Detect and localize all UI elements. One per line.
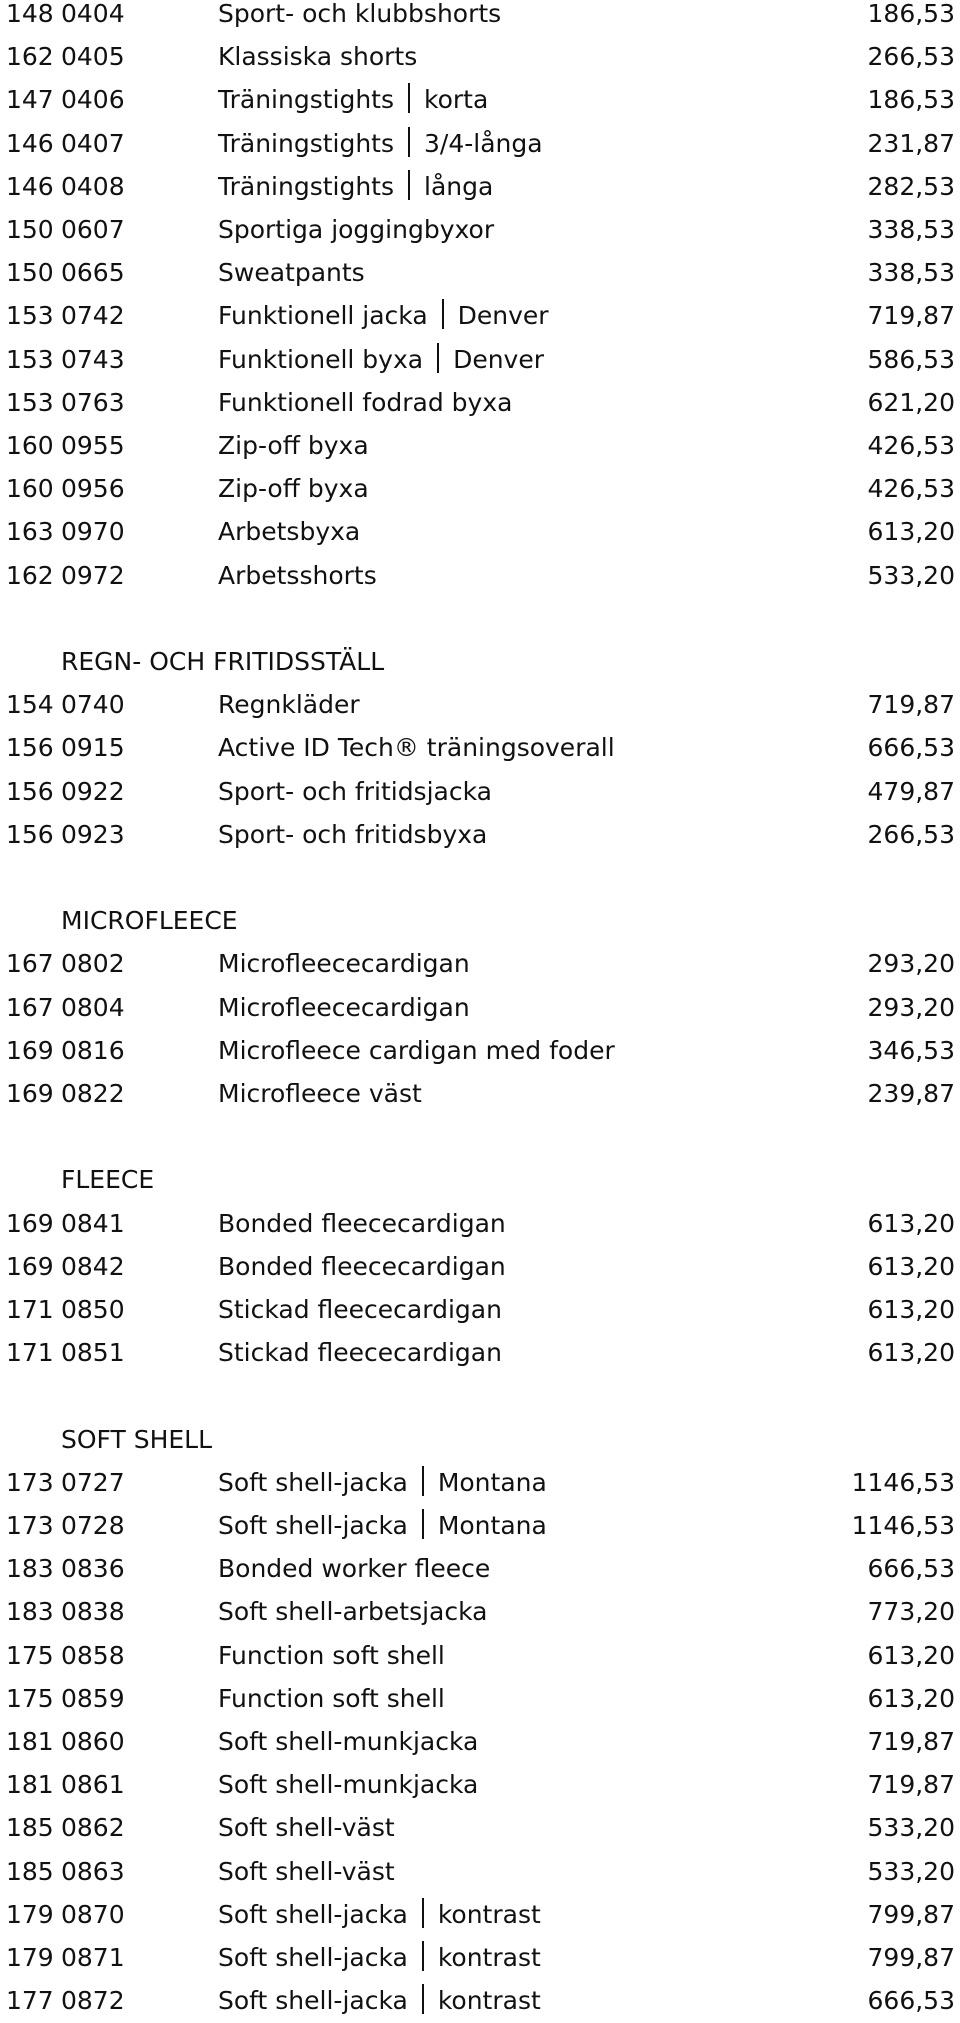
item-name: Soft shell-jacka <box>218 1511 408 1540</box>
item-page-number: 175 <box>6 1683 54 1713</box>
item-name: Träningstights <box>218 85 395 115</box>
item-description <box>218 37 417 77</box>
item-price: 346,53 <box>867 1035 955 1065</box>
item-row <box>0 1808 960 1848</box>
item-description <box>218 815 487 855</box>
item-description <box>218 1722 478 1762</box>
item-code: 0728 <box>61 1511 125 1540</box>
item-code: 0404 <box>61 0 125 28</box>
item-row <box>0 80 960 120</box>
item-page-number: 147 <box>6 85 54 115</box>
item-description <box>218 1895 541 1935</box>
item-row <box>0 1938 960 1978</box>
item-row <box>0 1247 960 1287</box>
item-price: 186,53 <box>867 0 955 28</box>
item-name: Funktionell fodrad byxa <box>218 387 513 417</box>
item-variant: kontrast <box>437 1986 541 2016</box>
item-row <box>0 0 960 34</box>
item-row <box>0 37 960 77</box>
item-description <box>218 426 369 466</box>
item-price: 719,87 <box>867 301 955 331</box>
item-description <box>218 340 544 380</box>
item-price: 799,87 <box>867 1943 955 1972</box>
item-code: 0850 <box>61 1295 125 1324</box>
item-name: Microfleececardigan <box>218 992 470 1022</box>
item-row <box>0 469 960 509</box>
item-price: 231,87 <box>867 128 955 158</box>
item-row <box>0 1679 960 1719</box>
item-page-number: 167 <box>6 949 54 979</box>
item-description <box>218 253 365 293</box>
item-price: 613,20 <box>867 1683 955 1713</box>
item-row <box>0 685 960 725</box>
variant-separator <box>422 1466 424 1496</box>
item-price: 613,20 <box>867 1295 955 1324</box>
item-description <box>218 0 501 34</box>
item-variant: Denver <box>457 301 549 331</box>
item-name: Klassiska shorts <box>218 42 418 72</box>
item-price: 1146,53 <box>851 1511 955 1540</box>
item-description <box>218 296 549 336</box>
item-name: Soft shell-jacka <box>218 1467 408 1497</box>
item-price: 773,20 <box>867 1597 955 1627</box>
item-page-number: 171 <box>6 1338 54 1368</box>
item-name: Bonded fleececardigan <box>218 1251 506 1281</box>
item-price: 613,20 <box>867 1208 955 1238</box>
item-name: Sportiga joggingbyxor <box>218 215 495 244</box>
item-row <box>0 253 960 293</box>
variant-separator <box>422 1898 424 1928</box>
item-page-number: 146 <box>6 128 54 158</box>
item-code: 0972 <box>61 560 125 590</box>
item-description <box>218 1679 445 1719</box>
item-page-number: 150 <box>6 215 54 244</box>
item-description <box>218 772 492 812</box>
item-description <box>218 556 377 596</box>
item-code: 0862 <box>61 1813 125 1843</box>
item-description <box>218 1549 490 1589</box>
item-code: 0859 <box>61 1683 125 1713</box>
item-page-number: 156 <box>6 819 54 849</box>
section-heading-text: SOFT SHELL <box>61 1424 213 1454</box>
item-variant: Denver <box>453 344 545 374</box>
item-description <box>218 988 470 1028</box>
item-description <box>218 1636 445 1676</box>
item-price: 338,53 <box>867 258 955 288</box>
item-row <box>0 1981 960 2021</box>
item-description <box>218 1808 395 1848</box>
item-code: 0406 <box>61 85 125 115</box>
item-description <box>218 512 360 552</box>
item-row <box>0 1074 960 1114</box>
item-name: Soft shell-jacka <box>218 1943 408 1972</box>
item-page-number: 185 <box>6 1813 54 1843</box>
item-row <box>0 1722 960 1762</box>
item-price: 719,87 <box>867 1770 955 1800</box>
item-row <box>0 512 960 552</box>
item-code: 0955 <box>61 431 125 460</box>
item-name: Microfleececardigan <box>218 949 470 979</box>
item-row <box>0 296 960 336</box>
item-name: Soft shell-jacka <box>218 1986 408 2016</box>
item-price: 426,53 <box>867 431 955 460</box>
item-description <box>218 1852 395 1892</box>
item-page-number: 173 <box>6 1511 54 1540</box>
variant-separator <box>408 170 410 200</box>
item-code: 0804 <box>61 992 125 1022</box>
item-row <box>0 556 960 596</box>
item-code: 0841 <box>61 1208 125 1238</box>
item-page-number: 177 <box>6 1986 54 2016</box>
item-variant: korta <box>424 85 489 115</box>
item-name: Stickad fleececardigan <box>218 1338 502 1368</box>
item-page-number: 162 <box>6 560 54 590</box>
item-price: 666,53 <box>867 733 955 763</box>
item-page-number: 185 <box>6 1856 54 1886</box>
item-page-number: 153 <box>6 387 54 417</box>
item-row <box>0 340 960 380</box>
item-price: 293,20 <box>867 949 955 979</box>
item-row <box>0 426 960 466</box>
item-row <box>0 124 960 164</box>
item-name: Arbetsbyxa <box>218 517 361 547</box>
item-name: Bonded worker fleece <box>218 1554 491 1584</box>
item-code: 0727 <box>61 1467 125 1497</box>
item-name: Träningstights <box>218 128 395 158</box>
item-name: Function soft shell <box>218 1640 445 1670</box>
item-name: Arbetsshorts <box>218 560 377 590</box>
item-variant: 3/4-långa <box>424 128 543 158</box>
item-row <box>0 1333 960 1373</box>
item-price: 799,87 <box>867 1899 955 1929</box>
item-code: 0861 <box>61 1770 125 1800</box>
item-code: 0740 <box>61 690 125 720</box>
item-price: 282,53 <box>867 171 955 201</box>
item-code: 0842 <box>61 1251 125 1281</box>
item-variant: långa <box>424 171 494 201</box>
item-code: 0915 <box>61 733 125 763</box>
item-row <box>0 1031 960 1071</box>
variant-separator <box>408 127 410 157</box>
item-name: Zip-off byxa <box>218 474 369 504</box>
item-description <box>218 210 494 250</box>
item-description <box>218 1031 615 1071</box>
item-page-number: 173 <box>6 1467 54 1497</box>
item-variant: Montana <box>437 1511 547 1540</box>
item-price: 338,53 <box>867 215 955 244</box>
item-price: 666,53 <box>867 1986 955 2016</box>
item-name: Sport- och fritidsbyxa <box>218 819 488 849</box>
item-page-number: 179 <box>6 1899 54 1929</box>
item-page-number: 181 <box>6 1727 54 1756</box>
item-code: 0860 <box>61 1727 125 1756</box>
item-row <box>0 944 960 984</box>
item-row <box>0 1765 960 1805</box>
item-code: 0763 <box>61 387 125 417</box>
item-code: 0838 <box>61 1597 125 1627</box>
item-name: Active ID Tech® träningsoverall <box>218 733 615 763</box>
section-heading-text: FLEECE <box>61 1165 155 1195</box>
item-code: 0871 <box>61 1943 125 1972</box>
item-price: 533,20 <box>867 1813 955 1843</box>
item-page-number: 163 <box>6 517 54 547</box>
item-name: Träningstights <box>218 171 395 201</box>
item-page-number: 160 <box>6 474 54 504</box>
item-description <box>218 167 493 207</box>
item-price: 533,20 <box>867 1856 955 1886</box>
item-name: Sport- och fritidsjacka <box>218 776 492 806</box>
item-description <box>218 1247 506 1287</box>
item-variant: kontrast <box>437 1943 541 1972</box>
item-description <box>218 944 470 984</box>
item-price: 1146,53 <box>851 1467 955 1497</box>
item-name: Zip-off byxa <box>218 431 369 460</box>
item-row <box>0 1290 960 1330</box>
item-page-number: 181 <box>6 1770 54 1800</box>
variant-separator <box>422 1984 424 2014</box>
item-page-number: 148 <box>6 0 54 28</box>
item-name: Funktionell byxa <box>218 344 424 374</box>
item-page-number: 175 <box>6 1640 54 1670</box>
item-code: 0858 <box>61 1640 125 1670</box>
item-price: 479,87 <box>867 776 955 806</box>
item-price: 613,20 <box>867 517 955 547</box>
section-heading <box>0 642 960 682</box>
item-row <box>0 988 960 1028</box>
item-description <box>218 124 543 164</box>
item-name: Soft shell-munkjacka <box>218 1770 479 1800</box>
item-page-number: 146 <box>6 171 54 201</box>
item-description <box>218 1463 547 1503</box>
item-page-number: 171 <box>6 1295 54 1324</box>
item-page-number: 183 <box>6 1597 54 1627</box>
item-description <box>218 383 512 423</box>
item-row <box>0 210 960 250</box>
section-heading <box>0 1160 960 1200</box>
item-name: Regnkläder <box>218 690 360 720</box>
item-price: 293,20 <box>867 992 955 1022</box>
item-name: Function soft shell <box>218 1683 445 1713</box>
item-description <box>218 1765 478 1805</box>
item-code: 0407 <box>61 128 125 158</box>
item-description <box>218 728 615 768</box>
item-description <box>218 1333 502 1373</box>
item-name: Stickad fleececardigan <box>218 1295 502 1324</box>
item-code: 0607 <box>61 215 125 244</box>
item-price: 186,53 <box>867 85 955 115</box>
item-row <box>0 728 960 768</box>
item-name: Sweatpants <box>218 258 365 288</box>
item-code: 0851 <box>61 1338 125 1368</box>
item-price: 426,53 <box>867 474 955 504</box>
item-price: 613,20 <box>867 1640 955 1670</box>
item-code: 0836 <box>61 1554 125 1584</box>
item-page-number: 179 <box>6 1943 54 1972</box>
item-code: 0922 <box>61 776 125 806</box>
item-row <box>0 167 960 207</box>
item-price: 719,87 <box>867 1727 955 1756</box>
item-code: 0970 <box>61 517 125 547</box>
item-code: 0872 <box>61 1986 125 2016</box>
item-code: 0816 <box>61 1035 125 1065</box>
item-code: 0923 <box>61 819 125 849</box>
item-description <box>218 1506 547 1546</box>
item-page-number: 183 <box>6 1554 54 1584</box>
item-price: 666,53 <box>867 1554 955 1584</box>
item-description <box>218 1074 422 1114</box>
item-description <box>218 469 369 509</box>
item-code: 0956 <box>61 474 125 504</box>
item-code: 0405 <box>61 42 125 72</box>
section-heading <box>0 901 960 941</box>
item-row <box>0 815 960 855</box>
item-price: 239,87 <box>867 1079 955 1108</box>
item-variant: Montana <box>437 1467 547 1497</box>
item-page-number: 153 <box>6 301 54 331</box>
item-description <box>218 1981 541 2021</box>
section-heading-text: REGN- OCH FRITIDSSTÄLL <box>61 647 385 676</box>
item-page-number: 150 <box>6 258 54 288</box>
item-code: 0863 <box>61 1856 125 1886</box>
item-row <box>0 1549 960 1589</box>
item-name: Bonded fleececardigan <box>218 1208 506 1238</box>
item-row <box>0 1506 960 1546</box>
item-description <box>218 1592 487 1632</box>
item-page-number: 154 <box>6 690 54 720</box>
item-name: Microfleece väst <box>218 1079 422 1108</box>
item-row <box>0 772 960 812</box>
item-name: Soft shell-väst <box>218 1813 395 1843</box>
item-row <box>0 1852 960 1892</box>
item-page-number: 160 <box>6 431 54 460</box>
item-price: 266,53 <box>867 42 955 72</box>
item-name: Soft shell-arbetsjacka <box>218 1597 488 1627</box>
item-description <box>218 1290 502 1330</box>
item-description <box>218 1938 541 1978</box>
item-price: 533,20 <box>867 560 955 590</box>
item-page-number: 167 <box>6 992 54 1022</box>
item-page-number: 169 <box>6 1035 54 1065</box>
variant-separator <box>408 83 410 113</box>
item-code: 0802 <box>61 949 125 979</box>
item-price: 266,53 <box>867 819 955 849</box>
item-page-number: 169 <box>6 1251 54 1281</box>
item-name: Microfleece cardigan med foder <box>218 1035 615 1065</box>
item-page-number: 162 <box>6 42 54 72</box>
item-price: 613,20 <box>867 1338 955 1368</box>
item-price: 613,20 <box>867 1251 955 1281</box>
item-row <box>0 1636 960 1676</box>
variant-separator <box>422 1509 424 1539</box>
item-name: Sport- och klubbshorts <box>218 0 502 28</box>
item-description <box>218 685 360 725</box>
item-row <box>0 383 960 423</box>
item-page-number: 169 <box>6 1208 54 1238</box>
item-name: Soft shell-väst <box>218 1856 395 1886</box>
item-code: 0870 <box>61 1899 125 1929</box>
item-code: 0822 <box>61 1079 125 1108</box>
item-name: Soft shell-munkjacka <box>218 1727 479 1756</box>
item-name: Funktionell jacka <box>218 301 428 331</box>
item-page-number: 156 <box>6 733 54 763</box>
item-variant: kontrast <box>437 1899 541 1929</box>
variant-separator <box>442 299 444 329</box>
item-code: 0665 <box>61 258 125 288</box>
item-page-number: 156 <box>6 776 54 806</box>
item-code: 0408 <box>61 171 125 201</box>
item-row <box>0 1463 960 1503</box>
section-heading-text: MICROFLEECE <box>61 906 238 936</box>
item-name: Soft shell-jacka <box>218 1899 408 1929</box>
section-heading <box>0 1420 960 1460</box>
item-page-number: 169 <box>6 1079 54 1108</box>
item-description <box>218 1204 506 1244</box>
item-price: 719,87 <box>867 690 955 720</box>
variant-separator <box>437 343 439 373</box>
item-description <box>218 80 488 120</box>
item-code: 0743 <box>61 344 125 374</box>
item-price: 586,53 <box>867 344 955 374</box>
variant-separator <box>422 1941 424 1971</box>
item-row <box>0 1204 960 1244</box>
item-code: 0742 <box>61 301 125 331</box>
item-page-number: 153 <box>6 344 54 374</box>
item-row <box>0 1592 960 1632</box>
item-price: 621,20 <box>867 387 955 417</box>
item-row <box>0 1895 960 1935</box>
